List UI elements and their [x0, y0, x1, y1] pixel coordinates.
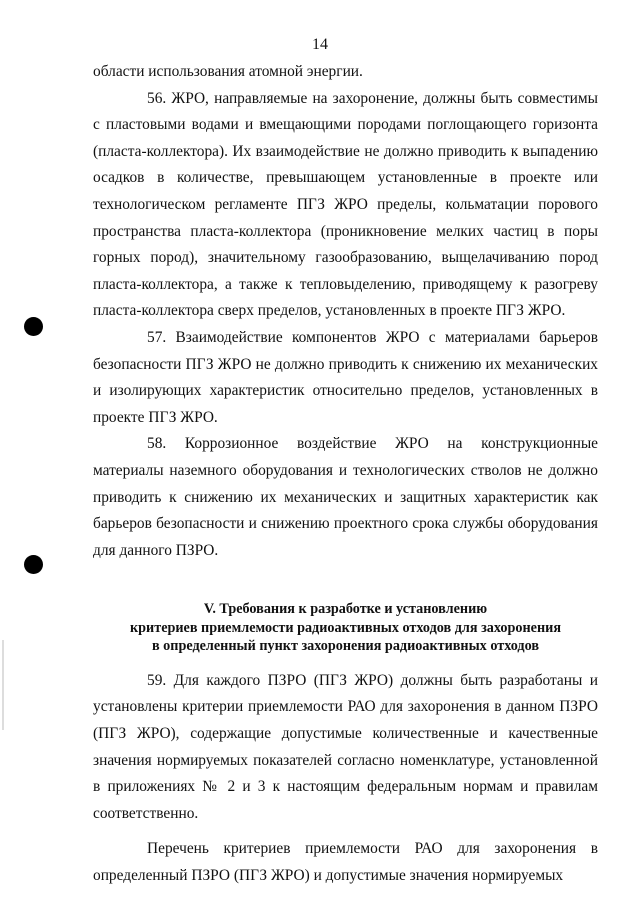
- section-heading-line-3: в определенный пункт захоронения радиоактивных отходов: [151, 638, 540, 655]
- punch-hole-mark: [24, 317, 43, 336]
- paragraph-59: 59. Для каждого ПЗРО (ПГЗ ЖРО) должны быть разработаны и установлены критерии приемлемости РАО для захоронения в данном ПЗРО (ПГЗ ЖРО), содержащие допустимые количественные и качественные значения нормируемых показателей согласно номенклатуре, установленной в приложениях № 2 и 3 к настоящим федеральным нормам и правилам соответственно.: [93, 671, 598, 822]
- document-body: [93, 59, 598, 890]
- paragraph-list-intro: Перечень критериев приемлемости РАО для захоронения в определенный ПЗРО (ПГЗ ЖРО) и допустимые значения нормируемых: [93, 840, 598, 884]
- scan-edge-mark: [2, 640, 4, 730]
- punch-hole-mark: [24, 555, 43, 574]
- paragraph-57: 57. Взаимодействие компонентов ЖРО с материалами барьеров безопасности ПГЗ ЖРО не должно приводить к снижению их механических и изолирующих характеристик относительно пределов, установленных в проекте ПГЗ ЖРО.: [93, 328, 598, 426]
- section-heading-line-2: критериев приемлемости радиоактивных отходов для захоронения: [129, 619, 561, 636]
- page-number: 14: [312, 36, 328, 53]
- paragraph-56: 56. ЖРО, направляемые на захоронение, должны быть совместимы с пластовыми водами и вмещающими породами поглощающего горизонта (пласта-коллектора). Их взаимодействие не должно приводить к выпадению осадков в количестве, превышающем установленные в проекте или технологическом регламенте ПГЗ ЖРО пределы, кольматации порового пространства пласта-коллектора (проникновение мелких частиц в поры горных пород), значительному газообразованию, выщелачиванию пород пласта-коллектора, а также к тепловыделению, приводящему к разогреву пласта-коллектора сверх пределов, установленных в проекте ПГЗ ЖРО.: [93, 89, 598, 320]
- paragraph-58: 58. Коррозионное воздействие ЖРО на конструкционные материалы наземного оборудования и технологических стволов не должно приводить к снижению их механических и защитных характеристик как барьеров безопасности и снижению проектного срока службы оборудования для данного ПЗРО.: [93, 435, 598, 559]
- paragraph-continuation: области использования атомной энергии.: [93, 63, 363, 80]
- section-heading-line-1: V. Требования к разработке и установлению: [203, 601, 488, 618]
- section-heading: [93, 600, 598, 656]
